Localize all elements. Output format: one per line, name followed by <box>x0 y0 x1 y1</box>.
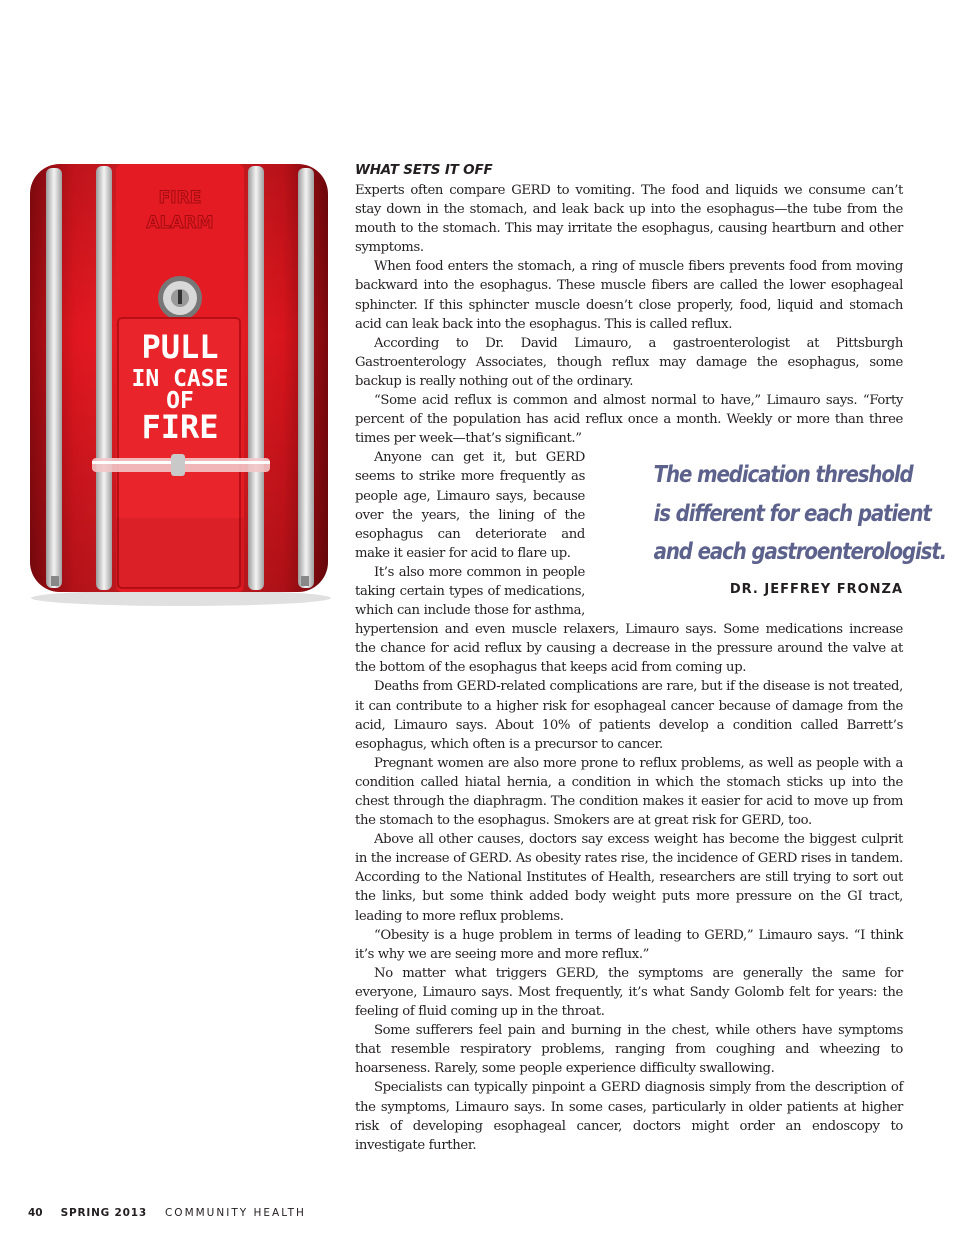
pull-quote-attribution: DR. JEFFREY FRONZA <box>729 581 903 597</box>
publication-name: COMMUNITY HEALTH <box>164 1207 306 1219</box>
paragraph: No matter what triggers GERD, the symptoms are generally the same for everyone, Limauro says. Most frequently, it’s what Sandy Golomb felt for years: the feeling of fluid coming up in the throat. <box>355 965 903 1020</box>
pull-quote-line: is different for each patient <box>653 500 931 527</box>
pull-text: PULL <box>141 328 219 366</box>
issue-label: SPRING 2013 <box>60 1207 147 1219</box>
pull-quote <box>613 456 947 597</box>
paragraph: Deaths from GERD-related complications are rare, but if the disease is not treated, it can contribute to a higher risk for esophageal cancer because of damage from the acid, Limauro says. About 10% of patients develop a condition called Barrett’s esophagus, which often is a precursor to cancer. <box>355 679 903 752</box>
paragraph: Above all other causes, doctors say excess weight has become the biggest culprit in the increase of GERD. As obesity rates rise, the incidence of GERD rises in tandem. According to the National Institutes of Health, researchers are still trying to sort out the links, but some think added body weight puts more pressure on the GI tract, leading to more reflux problems. <box>355 832 903 924</box>
in-case-text: IN CASE <box>131 366 229 392</box>
of-text: OF <box>166 388 194 414</box>
pull-quote-line: The medication threshold <box>653 462 913 489</box>
fire-alarm-photo <box>26 158 336 608</box>
paragraph: “Obesity is a huge problem in terms of leading to GERD,” Limauro says. “I think it’s why we are seeing more and more reflux.” <box>355 927 903 962</box>
paragraph: Some sufferers feel pain and burning in the chest, while others have symptoms that resemble respiratory problems, ranging from coughing and wheezing to hoarseness. Rarely, some people experience difficulty swallowing. <box>355 1023 903 1077</box>
paragraph: According to Dr. David Limauro, a gastroenterologist at Pittsburgh Gastroenterology Associates, though reflux may damage the esophagus, some backup is really nothing out of the ordinary. <box>355 335 903 389</box>
section-heading: WHAT SETS IT OFF <box>355 162 493 178</box>
pull-quote-line: and each gastroenterologist. <box>653 539 947 566</box>
paragraph: Experts often compare GERD to vomiting. The food and liquids we consume can’t stay down in the stomach, and leak back up into the esophagus—the tube from the mouth to the stomach. This may irritate the esophagus, causing heartburn and other symptoms. <box>355 183 903 256</box>
paragraph: It’s also more common in people taking certain types of medications, which can include those for asthma, hypertension and even muscle relaxers, Limauro says. Some medications increase the chance for acid reflux by causing a decrease in the pressure around the valve at the bottom of the esophagus that keeps acid from coming up. <box>355 564 903 676</box>
paragraph: “Some acid reflux is common and almost normal to have,” Limauro says. “Forty percent of the population has acid reflux once a month. Weekly or more than three times per week—that’s significant.” <box>355 393 903 447</box>
sign-alarm-text: ALARM <box>146 213 214 233</box>
sign-fire-text: FIRE <box>158 188 202 208</box>
fire-text: FIRE <box>141 408 219 446</box>
paragraph: When food enters the stomach, a ring of muscle fibers prevents food from moving backward into the esophagus. These muscle fibers are called the lower esophageal sphincter. If this sphincter muscle doesn’t close properly, food, liquid and stomach acid can leak back into the esophagus. This is called reflux. <box>355 259 903 332</box>
paragraph: Pregnant women are also more prone to reflux problems, as well as people with a condition called hiatal hernia, a condition in which the stomach sticks up into the chest through the diaphragm. The condition makes it easier for acid to move up from the stomach to the esophagus. Smokers are at great risk for GERD, too. <box>355 755 903 829</box>
page-number: 40 <box>28 1207 43 1219</box>
page-footer <box>28 1207 306 1219</box>
paragraph: Specialists can typically pinpoint a GERD diagnosis simply from the description of the symptoms, Limauro says. In some cases, particularly in older patients at higher risk of developing esophageal cancer, doctors might order an endoscopy to investigate further. <box>355 1080 903 1153</box>
paragraph: Anyone can get it, but GERD seems to strike more frequently as people age, Limauro says, because over the years, the lining of the esophagus can deteriorate and make it easier for acid to flare up. <box>355 450 585 561</box>
article-body <box>355 162 947 1155</box>
